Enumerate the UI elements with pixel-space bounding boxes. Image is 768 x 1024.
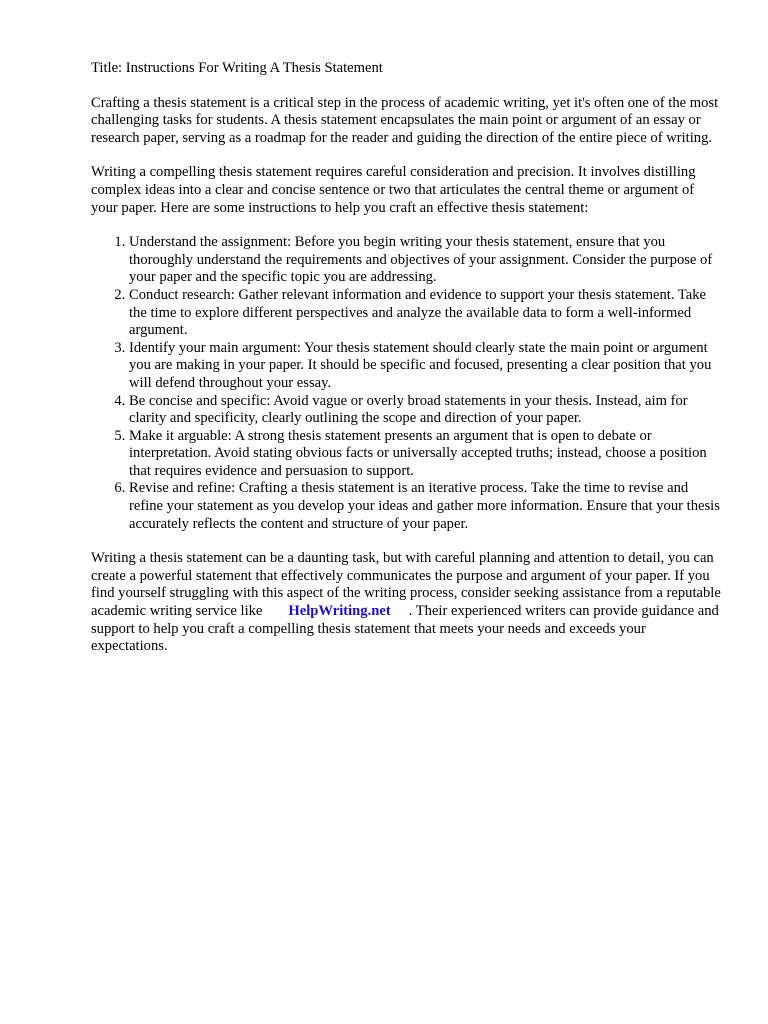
instruction-list xyxy=(91,234,721,533)
instruction-step-6: 6. Revise and refine: Crafting a thesis statement is an iterative process. Take the time to revise and refine your statement as you develop your ideas and gather more information. Ensure that your thesis accurately reflects the content and structure of your paper. xyxy=(129,480,721,533)
closing-paragraph xyxy=(91,550,721,656)
helpwriting-link[interactable]: HelpWriting.net xyxy=(288,603,391,620)
instruction-step-5: 5. Make it arguable: A strong thesis statement presents an argument that is open to debate or interpretation. Avoid stating obvious facts or universally accepted truths; instead, choose a position that requires evidence and persuasion to support. xyxy=(129,428,721,481)
intro-paragraph-1: Crafting a thesis statement is a critical step in the process of academic writing, yet it's often one of the most challenging tasks for students. A thesis statement encapsulates the main point or argument of an essay or research paper, serving as a roadmap for the reader and guiding the direction of the entire piece of writing. xyxy=(91,94,719,146)
instruction-step-1: 1. Understand the assignment: Before you begin writing your thesis statement, ensure that you thoroughly understand the requirements and objectives of your assignment. Consider the purpose of your paper and the specific topic you are addressing. xyxy=(129,234,721,287)
instruction-step-3: 3. Identify your main argument: Your thesis statement should clearly state the main point or argument you are making in your paper. It should be specific and focused, presenting a clear position that you will defend throughout your essay. xyxy=(129,340,721,393)
closing-text-before-link: Writing a thesis statement can be a daunting task, but with careful planning and attention to detail, you can create a powerful statement that effectively communicates the purpose and argument of your paper. If you find yourself struggling with this aspect of the writing process, consider seeking assistance from a reputable academic writing service like xyxy=(91,550,721,620)
closing-text-after-link: . Their experienced writers can provide guidance and support to help you craft a compelling thesis statement that meets your needs and exceeds your expectations. xyxy=(91,603,719,655)
document-title: Title: Instructions For Writing A Thesis Statement xyxy=(91,60,383,76)
intro-paragraph-2: Writing a compelling thesis statement requires careful consideration and precision. It involves distilling complex ideas into a clear and concise sentence or two that articulates the central theme or argument of your paper. Here are some instructions to help you craft an effective thesis statement: xyxy=(91,164,696,216)
instruction-step-2: 2. Conduct research: Gather relevant information and evidence to support your thesis statement. Take the time to explore different perspectives and analyze the available data to form a well-informed argument. xyxy=(129,287,721,340)
instruction-step-4: 4. Be concise and specific: Avoid vague or overly broad statements in your thesis. Instead, aim for clarity and specificity, clearly outlining the scope and direction of your paper. xyxy=(129,393,721,428)
document-page xyxy=(91,60,721,673)
